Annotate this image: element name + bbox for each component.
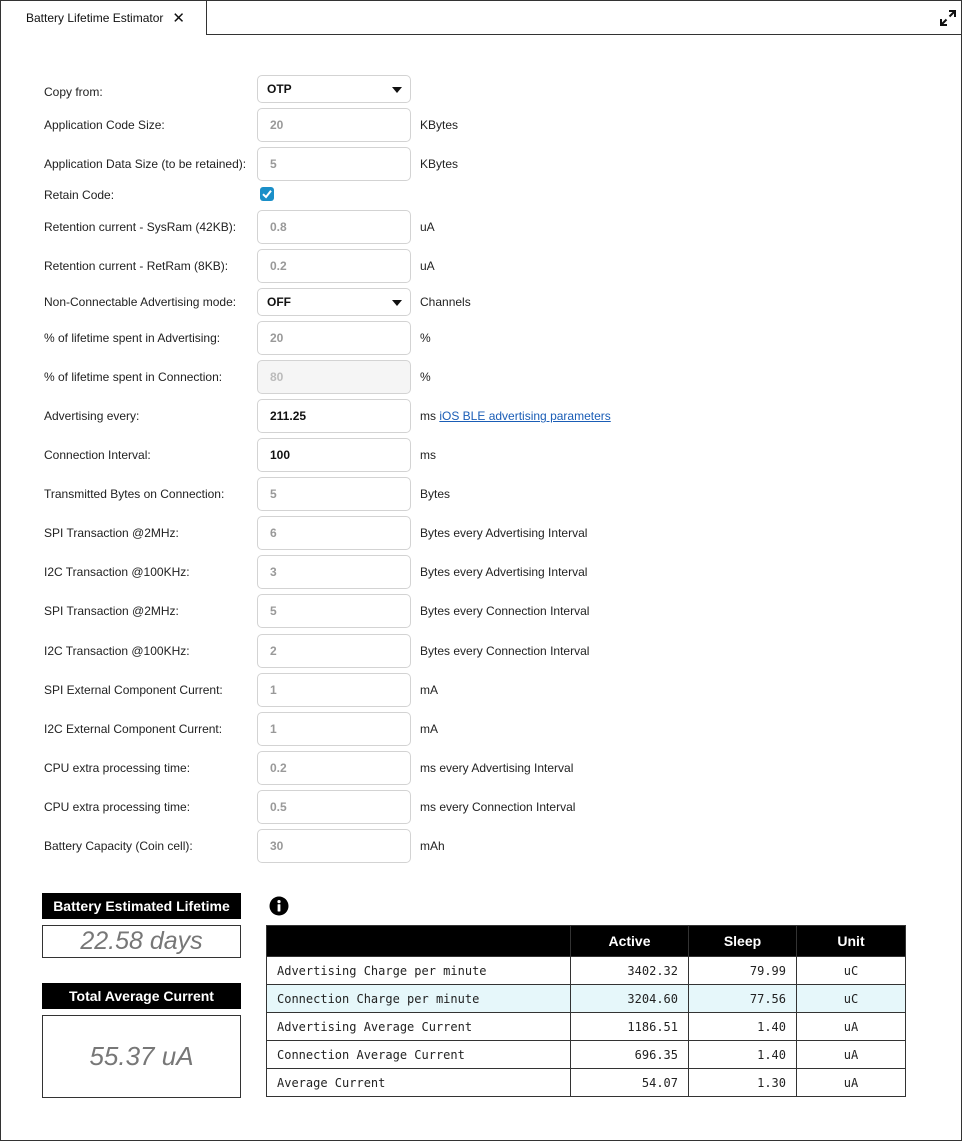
i2c-ext-label: I2C External Component Current:: [44, 722, 223, 736]
ios-ble-advertising-link[interactable]: iOS BLE advertising parameters: [439, 409, 611, 423]
nonconn-adv-value: OFF: [267, 295, 291, 309]
spi-adv-label: SPI Transaction @2MHz:: [44, 526, 179, 540]
nonconn-adv-unit: Channels: [420, 295, 471, 309]
row-unit: uA: [797, 1041, 906, 1069]
row-active: 1186.51: [571, 1013, 689, 1041]
row-pct-adv: [1, 321, 961, 355]
row-active: 3402.32: [571, 957, 689, 985]
cpu-conn-input[interactable]: [257, 790, 411, 824]
i2c-adv-input[interactable]: [257, 555, 411, 589]
pct-adv-input[interactable]: [257, 321, 411, 355]
row-retain-code: [1, 187, 961, 202]
row-spi-adv: [1, 516, 961, 550]
table-row: [267, 1069, 906, 1097]
row-spi-ext: [1, 673, 961, 707]
row-retention-retram: [1, 249, 961, 283]
row-copy-from: [1, 75, 961, 109]
col-header-sleep: Sleep: [689, 926, 797, 957]
tab-title: Battery Lifetime Estimator: [26, 11, 164, 25]
lifetime-value: 22.58 days: [42, 925, 241, 958]
pct-conn-label: % of lifetime spent in Connection:: [44, 370, 223, 384]
row-pct-conn: [1, 360, 961, 394]
retention-sysram-input[interactable]: [257, 210, 411, 244]
retain-code-checkbox[interactable]: [260, 187, 274, 201]
i2c-conn-input[interactable]: [257, 634, 411, 668]
row-name: Connection Average Current: [267, 1041, 571, 1069]
spi-ext-label: SPI External Component Current:: [44, 683, 223, 697]
row-cpu-conn: [1, 790, 961, 824]
conn-interval-input[interactable]: [257, 438, 411, 472]
row-app-data-size: [1, 147, 961, 181]
tx-bytes-unit: Bytes: [420, 487, 451, 501]
row-battery: [1, 829, 961, 863]
chevron-down-icon: [392, 300, 402, 306]
i2c-adv-label: I2C Transaction @100KHz:: [44, 565, 190, 579]
retain-code-label: Retain Code:: [44, 187, 115, 202]
app-data-size-input[interactable]: [257, 147, 411, 181]
battery-label: Battery Capacity (Coin cell):: [44, 839, 193, 853]
row-sleep: 1.30: [689, 1069, 797, 1097]
table-row: [267, 1041, 906, 1069]
cpu-adv-unit: ms every Advertising Interval: [420, 761, 574, 775]
avg-current-value: 55.37 uA: [42, 1015, 241, 1098]
app-data-size-unit: KBytes: [420, 157, 459, 171]
row-sleep: 79.99: [689, 957, 797, 985]
table-header-row: [267, 926, 906, 957]
col-header-active: Active: [571, 926, 689, 957]
row-name: Connection Charge per minute: [267, 985, 571, 1013]
spi-conn-input[interactable]: [257, 594, 411, 628]
retention-retram-input[interactable]: [257, 249, 411, 283]
check-icon: [260, 187, 274, 201]
copy-from-select[interactable]: [257, 75, 411, 103]
pct-adv-unit: %: [420, 331, 431, 345]
adv-every-input[interactable]: [257, 399, 411, 433]
row-nonconn-adv: [1, 288, 961, 316]
copy-from-value: OTP: [267, 82, 292, 96]
tab-bar-divider: [206, 34, 961, 35]
row-sleep: 77.56: [689, 985, 797, 1013]
row-unit: uC: [797, 957, 906, 985]
cpu-adv-input[interactable]: [257, 751, 411, 785]
spi-ext-unit: mA: [420, 683, 438, 697]
battery-unit: mAh: [420, 839, 445, 853]
row-name: Average Current: [267, 1069, 571, 1097]
row-unit: uA: [797, 1069, 906, 1097]
cpu-conn-label: CPU extra processing time:: [44, 800, 191, 814]
spi-ext-input[interactable]: [257, 673, 411, 707]
row-name: Advertising Average Current: [267, 1013, 571, 1041]
col-header-unit: Unit: [797, 926, 906, 957]
row-app-code-size: [1, 108, 961, 142]
app-code-size-label: Application Code Size:: [44, 118, 165, 132]
row-name: Advertising Charge per minute: [267, 957, 571, 985]
row-i2c-ext: [1, 712, 961, 746]
retention-sysram-label: Retention current - SysRam (42KB):: [44, 220, 237, 234]
row-sleep: 1.40: [689, 1041, 797, 1069]
info-icon[interactable]: [269, 896, 289, 916]
adv-every-unit: ms: [420, 409, 436, 423]
i2c-ext-unit: mA: [420, 722, 438, 736]
row-spi-conn: [1, 594, 961, 628]
table-row: [267, 1013, 906, 1041]
spi-adv-input[interactable]: [257, 516, 411, 550]
app-data-size-label: Application Data Size (to be retained):: [44, 157, 247, 171]
table-row: [267, 957, 906, 985]
i2c-adv-unit: Bytes every Advertising Interval: [420, 565, 588, 579]
pct-conn-input: [257, 360, 411, 394]
row-active: 3204.60: [571, 985, 689, 1013]
retention-sysram-unit: uA: [420, 220, 435, 234]
row-active: 696.35: [571, 1041, 689, 1069]
row-unit: uC: [797, 985, 906, 1013]
i2c-conn-unit: Bytes every Connection Interval: [420, 644, 590, 658]
cpu-adv-label: CPU extra processing time:: [44, 761, 191, 775]
tab-battery-lifetime-estimator[interactable]: [1, 1, 207, 35]
results-table: [266, 925, 906, 1097]
tx-bytes-input[interactable]: [257, 477, 411, 511]
chevron-down-icon: [392, 87, 402, 93]
spi-conn-label: SPI Transaction @2MHz:: [44, 604, 179, 618]
spi-adv-unit: Bytes every Advertising Interval: [420, 526, 588, 540]
row-active: 54.07: [571, 1069, 689, 1097]
tab-bar: [1, 1, 961, 35]
cpu-conn-unit: ms every Connection Interval: [420, 800, 576, 814]
i2c-ext-input[interactable]: [257, 712, 411, 746]
row-i2c-conn: [1, 634, 961, 668]
lifetime-heading: Battery Estimated Lifetime: [42, 893, 241, 919]
nonconn-adv-label: Non-Connectable Advertising mode:: [44, 295, 237, 309]
copy-from-label: Copy from:: [44, 85, 103, 99]
row-cpu-adv: [1, 751, 961, 785]
pct-adv-label: % of lifetime spent in Advertising:: [44, 331, 221, 345]
tx-bytes-label: Transmitted Bytes on Connection:: [44, 487, 225, 501]
conn-interval-unit: ms: [420, 448, 436, 462]
app-code-size-input[interactable]: [257, 108, 411, 142]
row-adv-every: [1, 399, 961, 433]
nonconn-adv-select[interactable]: [257, 288, 411, 316]
row-unit: uA: [797, 1013, 906, 1041]
retention-retram-label: Retention current - RetRam (8KB):: [44, 259, 229, 273]
close-icon[interactable]: ✕: [172, 9, 185, 27]
pct-conn-unit: %: [420, 370, 431, 384]
i2c-conn-label: I2C Transaction @100KHz:: [44, 644, 190, 658]
row-tx-bytes: [1, 477, 961, 511]
conn-interval-label: Connection Interval:: [44, 448, 151, 462]
avg-current-heading: Total Average Current: [42, 983, 241, 1009]
spi-conn-unit: Bytes every Connection Interval: [420, 604, 590, 618]
row-i2c-adv: [1, 555, 961, 589]
row-conn-interval: [1, 438, 961, 472]
adv-every-label: Advertising every:: [44, 409, 140, 423]
row-sleep: 1.40: [689, 1013, 797, 1041]
col-header-name: [267, 926, 571, 957]
adv-every-unit-wrap: [420, 409, 611, 423]
row-retention-sysram: [1, 210, 961, 244]
app-code-size-unit: KBytes: [420, 118, 459, 132]
table-row: [267, 985, 906, 1013]
maximize-icon[interactable]: [939, 9, 957, 27]
battery-input[interactable]: [257, 829, 411, 863]
retention-retram-unit: uA: [420, 259, 435, 273]
